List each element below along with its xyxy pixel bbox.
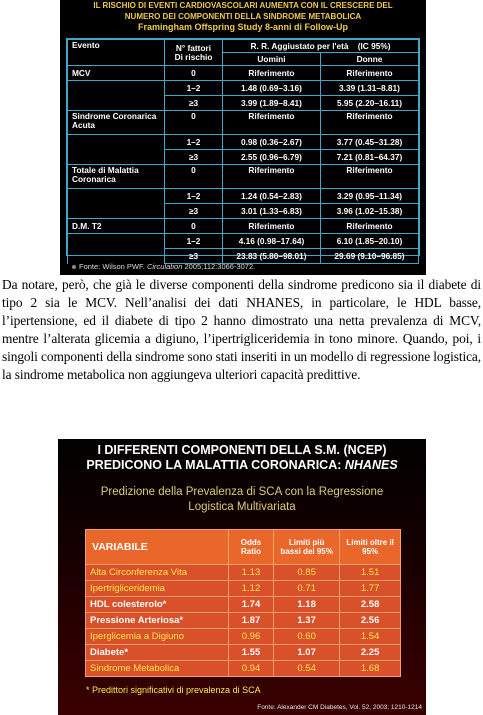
header-odds: Odds Ratio [229,530,274,565]
cell-fattori: 0 [165,219,223,234]
cell-high: 1.68 [340,661,401,677]
table-row [68,150,419,165]
header-variabile: VARIABILE [86,530,229,565]
cell-donne: Riferimento [320,66,418,81]
header-limiti-alti: Limiti oltre il 95% [340,530,401,565]
cell-evento [68,189,165,204]
header-uomini: Uomini [222,53,320,66]
cell-variabile: Sindrome Metabolica [86,661,229,677]
bullet-icon [72,265,76,269]
cell-evento [68,204,165,219]
header-donne: Donne [320,53,418,66]
cell-uomini: Riferimento [222,66,320,81]
cell-high: 1.77 [340,581,401,597]
framingham-table-body [68,66,419,264]
cell-uomini: 1.24 (0.54–2.83) [222,189,320,204]
cell-high: 2.56 [340,613,401,629]
cell-uomini: 1.48 (0.69–3.16) [222,81,320,96]
slide2-title [58,443,426,473]
cell-odds: 1.12 [229,581,274,597]
cell-odds: 1.87 [229,613,274,629]
table-row [86,629,401,645]
header-evento: Evento [68,40,165,66]
cell-fattori: 0 [165,111,223,135]
table-row [68,204,419,219]
cell-uomini: 4.16 (0.98–17.64) [222,234,320,249]
cell-uomini: Riferimento [222,219,320,234]
cell-donne: 5.95 (2.20–16.11) [320,96,418,111]
table-row [68,234,419,249]
framingham-slide [60,0,426,275]
cell-donne: 3.77 (0.45–31.28) [320,135,418,150]
table-row [68,96,419,111]
table-row [68,81,419,96]
slide1-title [60,1,426,33]
cell-variabile: HDL colesterolo* [86,597,229,613]
header-fattori: N° fattori Di rischio [165,40,223,66]
cell-donne: 3.39 (1.31–8.81) [320,81,418,96]
cell-fattori: 1–2 [165,189,223,204]
cell-fattori: 0 [165,165,223,189]
cell-evento [68,135,165,150]
body-paragraph: Da notare, però, che già le diverse componenti della sindrome predicono sia il diabete di tipo 2 sia le MCV. Nell’analisi dei dati NHANES, in particolare, le HDL basse, l’ipertensione, ed il diabete di tipo 2 hanno dimostrato una netta prevalenza di MCV, mentre l’alterata glicemia a digiuno, l’ipertrigliceridemia in tono minore. Quando, poi, i singoli componenti della sindrome sono stati inseriti in un modello di regressione logistica, la sindrome metabolica non aggiungeva ulteriori capacità predittive. [2,277,482,382]
cell-donne: 7.21 (0.81–64.37) [320,150,418,165]
cell-donne: 3.96 (1.02–15.38) [320,204,418,219]
cell-variabile: Diabete* [86,645,229,661]
cell-high: 1.51 [340,565,401,581]
cell-odds: 1.55 [229,645,274,661]
cell-uomini: Riferimento [222,111,320,135]
table-row [68,135,419,150]
cell-low: 0.71 [274,581,340,597]
cell-evento: D.M. T2 [68,219,165,234]
cell-odds: 1.74 [229,597,274,613]
table-row [86,613,401,629]
table-row [68,66,419,81]
cell-donne: Riferimento [320,165,418,189]
table-row [86,565,401,581]
slide1-title-line3: Framingham Offspring Study 8-anni di Follow-Up [138,22,348,32]
cell-fattori: 0 [165,66,223,81]
slide1-title-line2: NUMERO DEI COMPONENTI DELLA SINDROME METABOLICA [124,11,362,21]
slide1-title-line1: IL RISCHIO DI EVENTI CARDIOVASCOLARI AUMENTA CON IL CRESCERE DEL [93,1,393,10]
cell-uomini: 0.98 (0.36–2.67) [222,135,320,150]
cell-uomini: 3.01 (1.33–6.83) [222,204,320,219]
cell-evento: MCV [68,66,165,81]
cell-donne: 6.10 (1.85–20.10) [320,234,418,249]
cell-variabile: Iperglicemia a Digiuno [86,629,229,645]
header-limiti-bassi: Limiti più bassi del 95% [274,530,340,565]
cell-fattori: 1–2 [165,135,223,150]
cell-uomini: 2.55 (0.96–6.79) [222,150,320,165]
framingham-table [66,38,420,261]
cell-odds: 0.96 [229,629,274,645]
cell-evento [68,150,165,165]
table-row [86,597,401,613]
cell-high: 2.58 [340,597,401,613]
cell-odds: 0.94 [229,661,274,677]
cell-evento: Sindrome Coronarica Acuta [68,111,165,135]
cell-uomini: 23.83 (5.80–98.01) [222,249,320,264]
cell-donne: 29.69 (9.10–96.85) [320,249,418,264]
slide2-title-line2: PREDICONO LA MALATTIA CORONARICA: NHANES [86,458,398,472]
cell-donne: 3.29 (0.95–11.34) [320,189,418,204]
cell-low: 1.37 [274,613,340,629]
cell-low: 0.60 [274,629,340,645]
slide2-subtitle: Predizione della Prevalenza di SCA con la Regressione Logistica Multivariata [100,486,384,513]
cell-donne: Riferimento [320,111,418,135]
nhanes-slide [58,439,426,715]
cell-fattori: 1–2 [165,234,223,249]
cell-odds: 1.13 [229,565,274,581]
table-row [86,645,401,661]
cell-evento [68,81,165,96]
cell-evento [68,234,165,249]
cell-low: 0.85 [274,565,340,581]
cell-variabile: Pressione Arteriosa* [86,613,229,629]
table-row [86,661,401,677]
cell-low: 1.18 [274,597,340,613]
cell-evento: Totale di Malattia Coronarica [68,165,165,189]
nhanes-table-body [86,565,401,677]
cell-uomini: 3.99 (1.89–8.41) [222,96,320,111]
cell-low: 0.54 [274,661,340,677]
cell-variabile: Alta Circonferenza Vita [86,565,229,581]
slide1-source: Fonte: Wilson PWF. Circulation 2005;112:3066-3072. [72,262,255,271]
cell-evento [68,96,165,111]
table-row [68,111,419,135]
cell-high: 2.25 [340,645,401,661]
table-row [86,581,401,597]
cell-uomini: Riferimento [222,165,320,189]
slide2-title-line1: I DIFFERENTI COMPONENTI DELLA S.M. (NCEP) [97,443,387,457]
cell-donne: Riferimento [320,219,418,234]
cell-low: 1.07 [274,645,340,661]
header-rr: R. R. Aggiustato per l'età (IC 95%) [222,40,418,53]
cell-fattori: 1–2 [165,81,223,96]
cell-fattori: ≥3 [165,96,223,111]
cell-fattori: ≥3 [165,204,223,219]
cell-fattori: ≥3 [165,150,223,165]
cell-fattori: ≥3 [165,249,223,264]
table-row [68,219,419,234]
cell-high: 1.54 [340,629,401,645]
cell-variabile: Ipertrigliceridemia [86,581,229,597]
slide2-source: Fonte: Alexander CM Diabetes, Vol. 52, 2003; 1210-1214 [257,704,422,711]
table-row [68,165,419,189]
nhanes-table [85,529,401,677]
slide2-note: * Predittori significativi di prevalenza di SCA [86,685,261,695]
table-row [68,189,419,204]
